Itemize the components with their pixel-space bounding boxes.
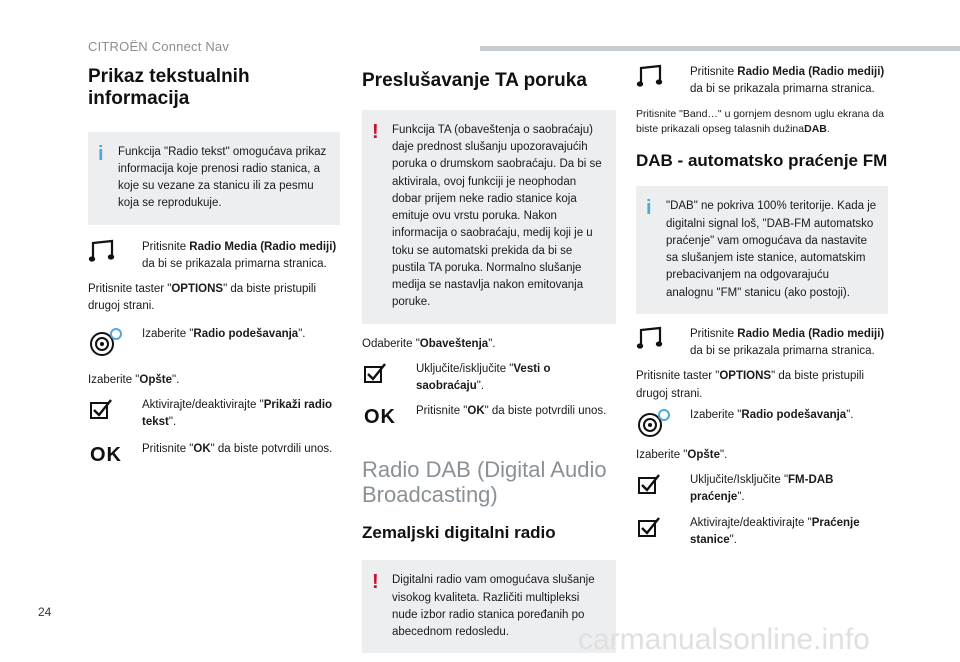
heading-ta-messages: Preslušavanje TA poruka xyxy=(362,70,587,91)
note-text: "DAB" ne pokriva 100% teritorije. Kada je digitalni signal loš, "DAB-FM automatsko praćenje" vam omogućava da nastavite sa slušanjem iste stanice, automatskim prebacivanjem na odgovarajuću analognu "FM" stanicu (ako postoji). xyxy=(666,200,877,299)
step-traffic-news: Uključite/isključite "Vesti o saobraćaju". xyxy=(362,361,616,396)
info-note xyxy=(636,186,888,314)
step-radio-settings: Izaberite "Radio podešavanja". xyxy=(636,407,888,439)
page-number: 24 xyxy=(38,605,52,619)
step-radio-media: Pritisnite Radio Media (Radio mediji) da bi se prikazala primarna stranica. xyxy=(88,239,340,274)
step-radio-media: Pritisnite Radio Media (Radio mediji) da bi se prikazala primarna stranica. xyxy=(636,64,888,99)
note-text: Funkcija "Radio tekst" omogućava prikaz informacija koje prenosi radio stanica, a koje su vezane za stanicu ili za pesmu koja se reprodukuje. xyxy=(118,145,327,210)
note-text: Funkcija TA (obaveštenja o saobraćaju) daje prednost slušanju upozoravajućih poruka o drumskom saobraćaju. Da bi se aktivirala, ovoj funkciji je neophodan dobar prijem neke radio stanice koja emituje ovu vrstu poruka. Nakon informacija o saobraćaju, medij koji je u toku se automatski prekida da bi se pustila TA poruka. Normalno slušanje medija se nastavlja nakon emitovanja poruke. xyxy=(392,123,602,309)
step-radio-text: Aktivirajte/deaktivirajte "Prikaži radio tekst". xyxy=(88,397,340,432)
info-icon: i xyxy=(646,197,652,220)
step-radio-settings: Izaberite "Radio podešavanja". xyxy=(88,326,340,358)
column-3 xyxy=(636,60,888,557)
heading-terrestrial-digital: Zemaljski digitalni radio xyxy=(362,522,556,542)
checkbox-icon xyxy=(362,361,416,385)
step-radio-media-2: Pritisnite Radio Media (Radio mediji) da bi se prikazala primarna stranica. xyxy=(636,326,888,361)
ok-icon: OK xyxy=(90,444,122,467)
info-icon: i xyxy=(98,142,104,165)
heading-dab-fm: DAB - automatsko praćenje FM xyxy=(636,150,888,170)
music-note-icon xyxy=(636,326,690,350)
warning-icon: ! xyxy=(372,571,379,594)
step-ok: OK Pritisnite "OK" da biste potvrdili unos. xyxy=(362,403,616,432)
step-fm-dab: Uključite/Isključite "FM-DAB praćenje". xyxy=(636,472,888,507)
column-2 xyxy=(362,60,616,653)
paragraph-notifications: Odaberite "Obaveštenja". xyxy=(362,337,496,350)
header-bar xyxy=(480,46,960,51)
radio-settings-icon xyxy=(88,326,142,358)
paragraph-band: Pritisnite "Band…" u gornjem desnom uglu ekrana da biste prikazali opseg talasnih dužinaDAB. xyxy=(636,107,884,135)
paragraph-options: Pritisnite taster "OPTIONS" da biste pristupili drugoj strani. xyxy=(88,283,317,313)
paragraph-options: Pritisnite taster "OPTIONS" da biste pristupili drugoj strani. xyxy=(636,370,865,400)
music-note-icon xyxy=(88,239,142,263)
radio-settings-icon xyxy=(636,407,690,439)
checkbox-icon xyxy=(88,397,142,421)
step-ok: OK Pritisnite "OK" da biste potvrdili unos. xyxy=(88,441,340,470)
checkbox-icon xyxy=(636,515,690,539)
warning-note xyxy=(362,110,616,324)
watermark: carmanualsonline.info xyxy=(578,623,870,656)
paragraph-general: Izaberite "Opšte". xyxy=(88,373,180,386)
heading-text-info: Prikaz tekstualnih informacija xyxy=(88,66,250,109)
warning-icon: ! xyxy=(372,120,379,143)
info-note xyxy=(88,132,340,225)
header-title: CITROËN Connect Nav xyxy=(88,39,230,54)
column-1 xyxy=(88,60,340,478)
music-note-icon xyxy=(636,64,690,88)
heading-radio-dab: Radio DAB (Digital Audio Broadcasting) xyxy=(362,457,607,507)
note-text: Digitalni radio vam omogućava slušanje visokog kvaliteta. Različiti multipleksi nude izbor radio stanica poređanih po abecednom redosledu. xyxy=(392,574,595,639)
paragraph-general: Izaberite "Opšte". xyxy=(636,448,728,461)
step-station-follow: Aktivirajte/deaktivirajte "Praćenje stanice". xyxy=(636,515,888,550)
checkbox-icon xyxy=(636,472,690,496)
ok-icon: OK xyxy=(364,406,396,429)
